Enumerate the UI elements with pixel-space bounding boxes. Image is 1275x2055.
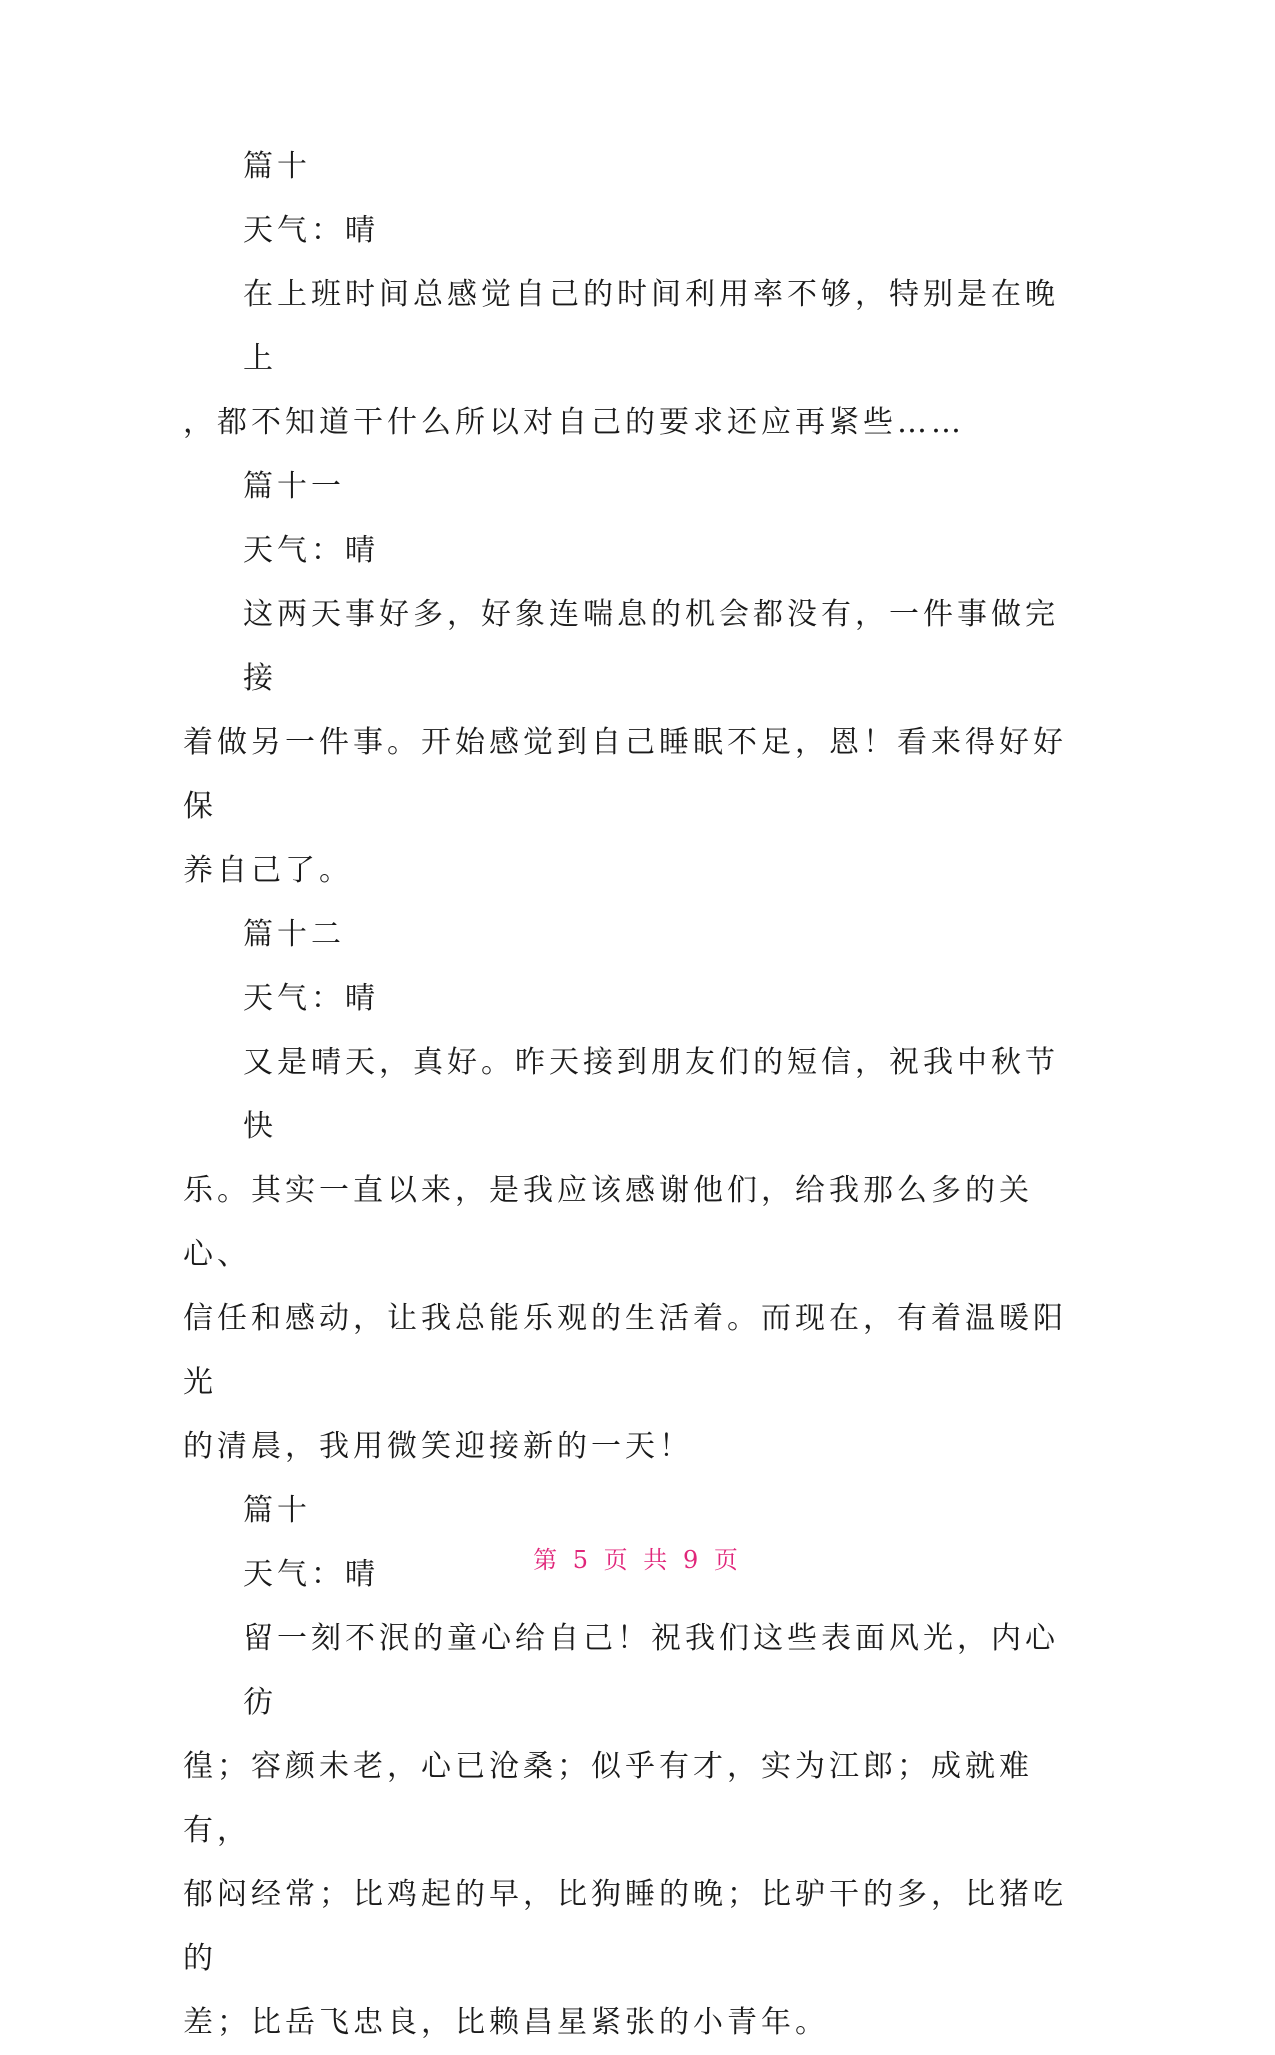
entry-heading: 篇十二 [243, 917, 345, 952]
entry-text-line: 乐。其实一直以来，是我应该感谢他们，给我那么多的关心、 [183, 1173, 1033, 1272]
entry-text-line: 着做另一件事。开始感觉到自己睡眠不足，恩！看来得好好保 [183, 725, 1067, 824]
page-number-footer: 第 5 页 共 9 页 [533, 1546, 742, 1574]
entry-weather: 天气：晴 [243, 981, 379, 1016]
entry-heading: 篇十 [243, 1493, 311, 1528]
entry-text-line: 留一刻不泯的童心给自己！祝我们这些表面风光，内心彷 [243, 1621, 1059, 1720]
entry-text-line: 的清晨，我用微笑迎接新的一天！ [183, 1429, 693, 1464]
entry-weather: 天气：晴 [243, 213, 379, 248]
entry-heading: 篇十一 [243, 469, 345, 504]
page-content [183, 135, 1083, 2055]
entry-text-line: 信任和感动，让我总能乐观的生活着。而现在，有着温暖阳光 [183, 1301, 1067, 1400]
entry-text-line: 养自己了。 [183, 853, 353, 888]
entry-text-line: ，都不知道干什么所以对自己的要求还应再紧些…… [183, 405, 965, 440]
entry-text-line: 郁闷经常；比鸡起的早，比狗睡的晚；比驴干的多，比猪吃的 [183, 1877, 1067, 1976]
entry-weather: 天气：晴 [243, 1557, 379, 1592]
entry-text-line: 差；比岳飞忠良，比赖昌星紧张的小青年。 [183, 2005, 829, 2040]
entry-text-line: 这两天事好多，好象连喘息的机会都没有，一件事做完接 [243, 597, 1059, 696]
entry-heading: 篇十 [243, 149, 311, 184]
entry-text-line: 又是晴天，真好。昨天接到朋友们的短信，祝我中秋节快 [243, 1045, 1059, 1144]
entry-text-line: 徨；容颜未老，心已沧桑；似乎有才，实为江郎；成就难有， [183, 1749, 1033, 1848]
entry-text-line: 在上班时间总感觉自己的时间利用率不够，特别是在晚上 [243, 277, 1059, 376]
entry-weather: 天气：晴 [243, 533, 379, 568]
